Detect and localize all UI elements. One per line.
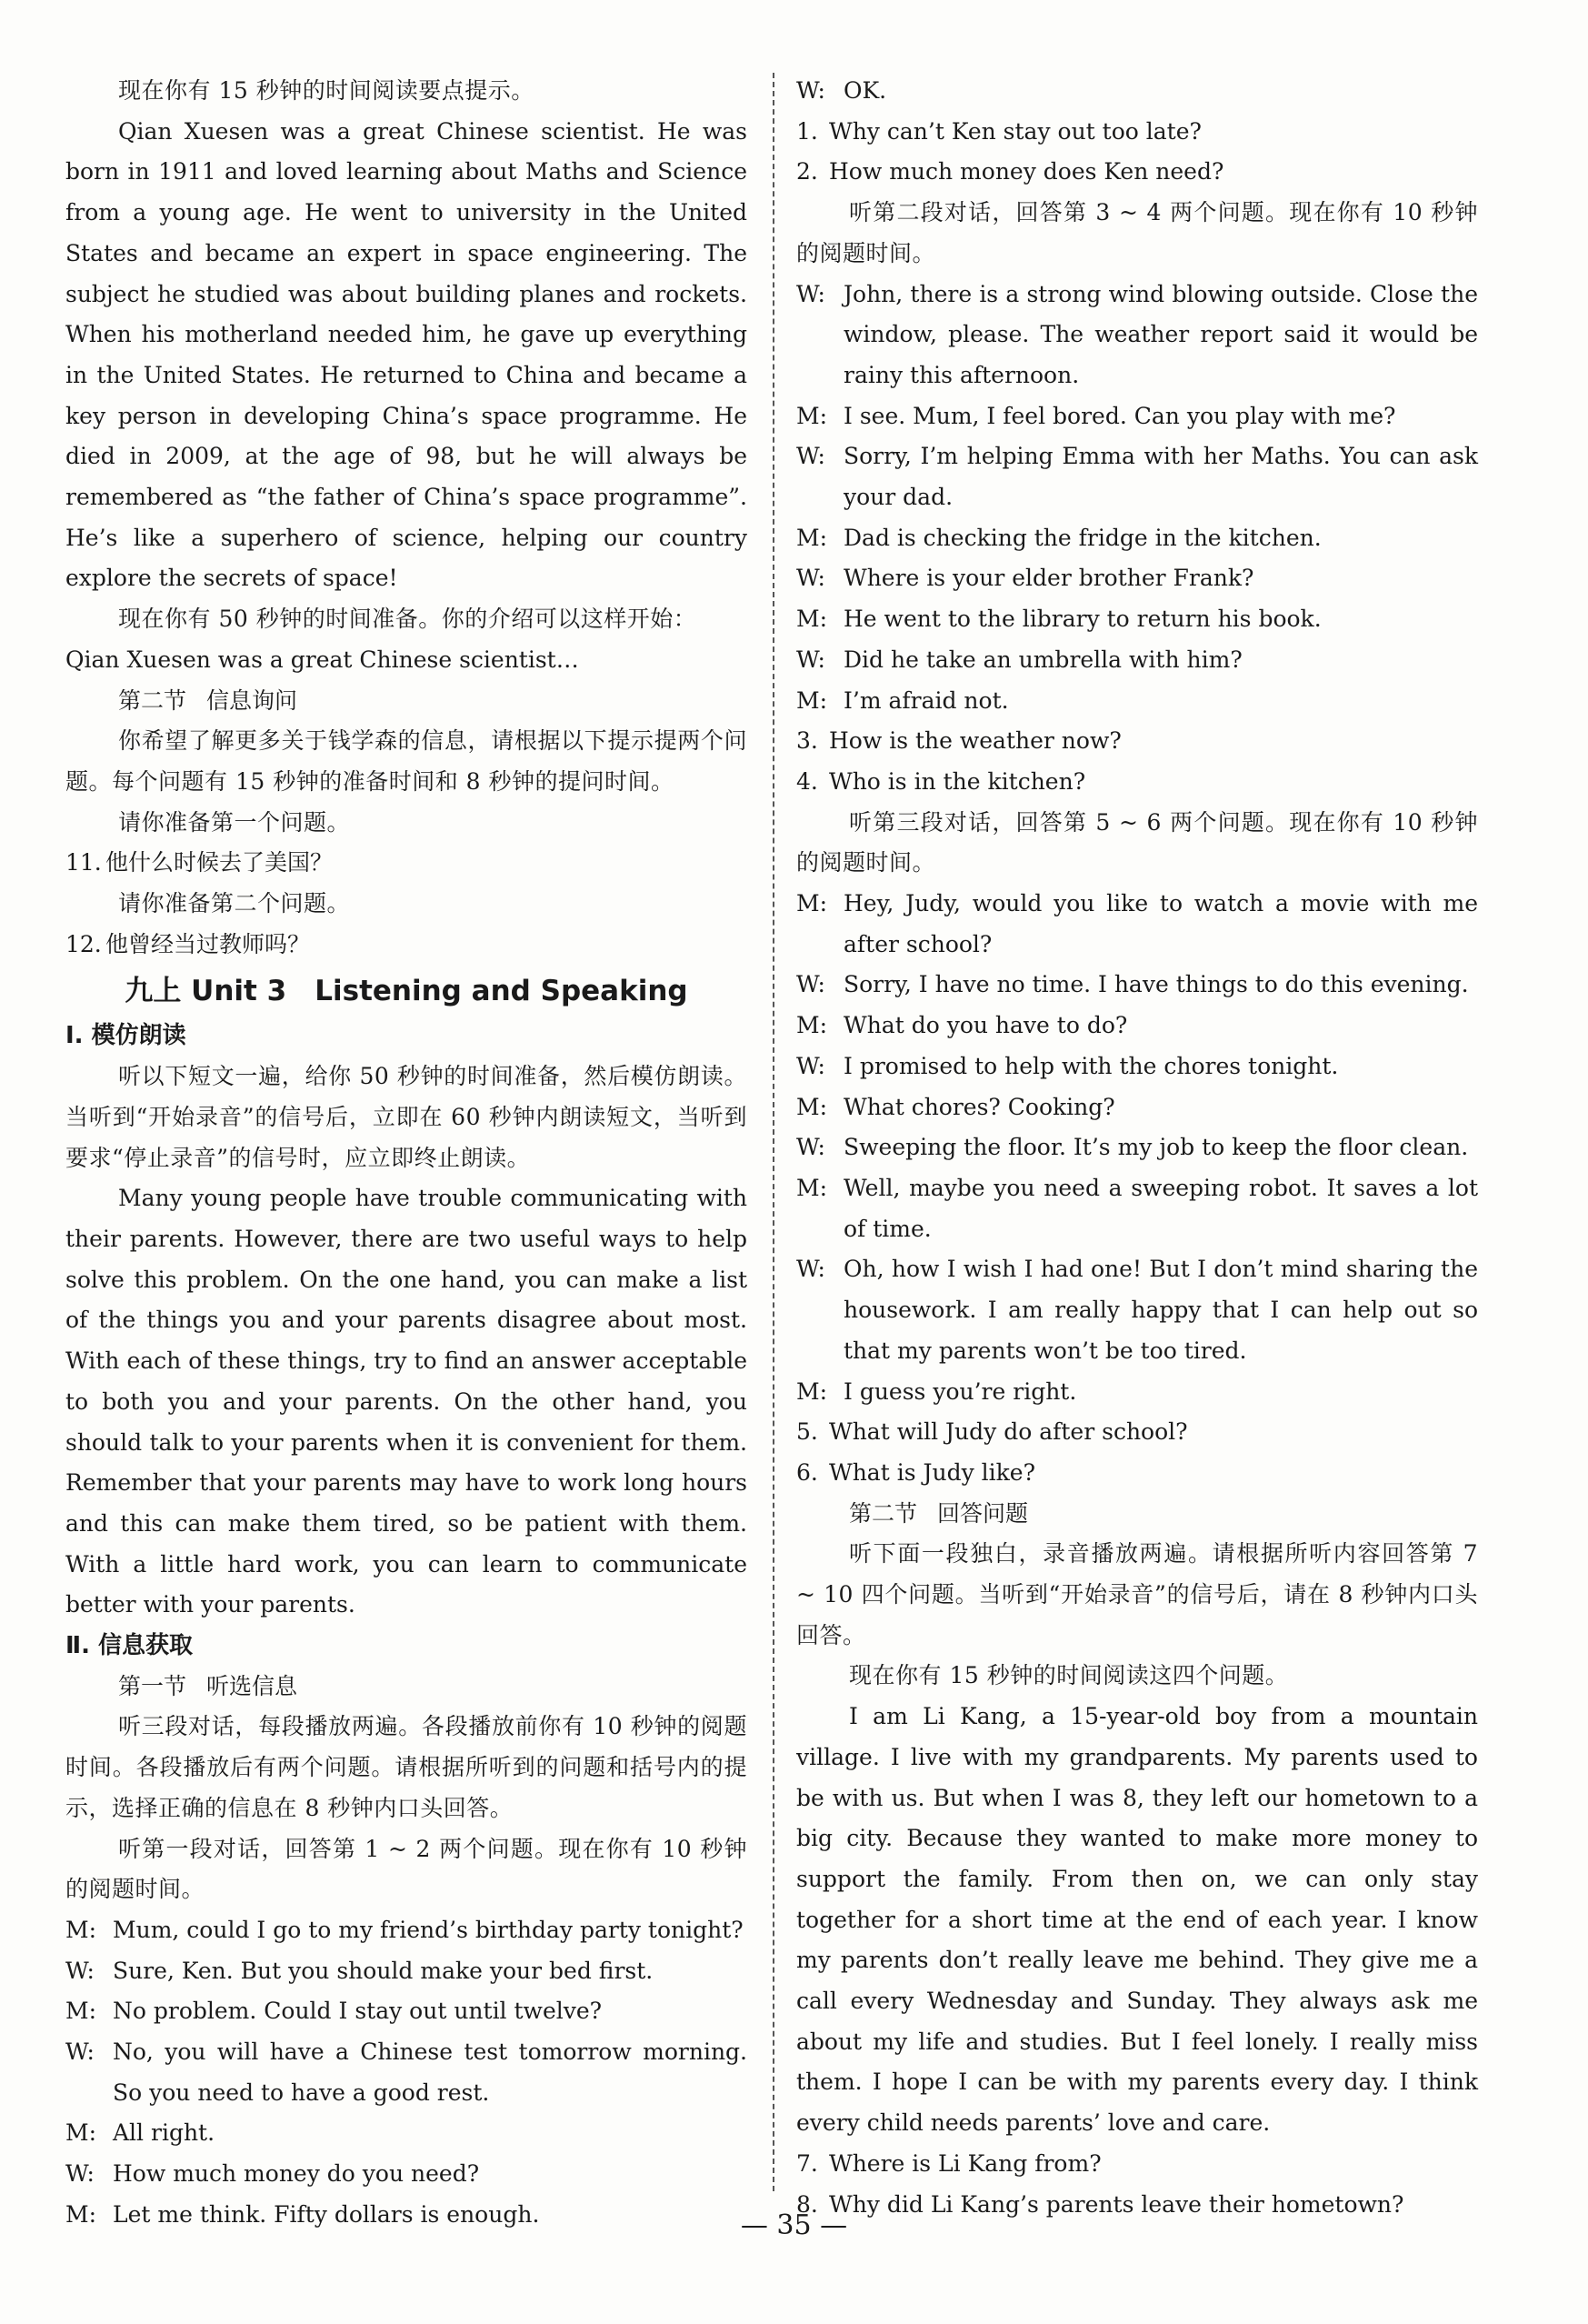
dialogue-line: [65, 2113, 747, 2154]
passage-communication: Many young people have trouble communicating with their parents. However, there are two useful ways to help solve this problem. On the one hand, you can make a list of the things you and your parents disagree about most. With each of these things, try to find an answer acceptable to both you and your parents. On the other hand, you should talk to your parents when it is convenient for them. Remember that your parents may have to work long hours and this can make them tired, so be patient with them. With a little hard work, you can learn to communicate better with your parents.: [65, 1185, 747, 1618]
question-text: Who is in the kitchen?: [829, 767, 1086, 795]
right-column: [796, 71, 1478, 2225]
question-number: 3.: [796, 727, 818, 755]
question-number: 12.: [65, 930, 102, 957]
question-number: 5.: [796, 1418, 818, 1446]
speaker: M:: [65, 1916, 97, 1943]
dialogue-line: [796, 681, 1478, 722]
part-title: Ⅰ. 模仿朗读: [65, 1022, 186, 1050]
paragraph: 现在你有 15 秒钟的时间阅读要点提示。: [118, 77, 534, 104]
unit-heading: 九上 Unit 3 Listening and Speaking: [125, 975, 688, 1008]
dialogue-line: [796, 436, 1478, 517]
question-text: 他曾经当过教师吗？: [105, 930, 311, 957]
speaker: M:: [796, 686, 828, 714]
question-item: [796, 1453, 1478, 1494]
speaker: M:: [65, 2200, 97, 2228]
line-text: He went to the library to return his book.: [844, 606, 1322, 633]
line-text: I’m afraid not.: [844, 686, 1009, 714]
section-label: 第二节: [118, 686, 187, 714]
speaker: M:: [796, 1012, 828, 1039]
line-text: Sweeping the floor. It’s my job to keep the floor clean.: [844, 1134, 1469, 1161]
speaker: M:: [796, 1377, 828, 1405]
dialogue-2: [796, 275, 1478, 722]
dialogue-line: [796, 1047, 1478, 1087]
line-text: Hey, Judy, would you like to watch a movie with me after school?: [844, 890, 1478, 957]
question-number: 11.: [65, 849, 102, 877]
dialogue-line: [796, 396, 1478, 437]
line-text: Did he take an umbrella with him?: [844, 646, 1243, 673]
dialogue-line: [796, 599, 1478, 640]
speaker: W:: [65, 1957, 95, 1984]
line-text: OK.: [844, 77, 887, 104]
speaker: M:: [65, 1998, 97, 2025]
speaker: W:: [796, 280, 825, 307]
dialogue-1: [65, 1910, 747, 2236]
dialogue-line: [65, 2032, 747, 2113]
question-item: [796, 2144, 1478, 2185]
line-text: No, you will have a Chinese test tomorrow morning. So you need to have a good rest.: [113, 2039, 747, 2106]
part-title: Ⅱ. 信息获取: [65, 1632, 194, 1660]
question-text: How much money does Ken need?: [829, 158, 1224, 185]
line-text: No problem. Could I stay out until twelve?: [113, 1998, 603, 2025]
section-title: 听选信息: [206, 1672, 298, 1699]
line-text: What do you have to do?: [844, 1012, 1128, 1039]
speaker: W:: [65, 2160, 95, 2188]
paragraph: 听三段对话，每段播放两遍。各段播放前你有 10 秒钟的阅题时间。各段播放后有两个问题。请根据所听到的问题和括号内的提示，选择正确的信息在 8 秒钟内口头回答。: [65, 1713, 747, 1821]
line-text: Sure, Ken. But you should make your bed first.: [113, 1957, 654, 1984]
section-heading: [796, 1494, 1478, 1535]
speaker: W:: [796, 443, 825, 470]
question-number: 1.: [796, 117, 818, 145]
section-title: 回答问题: [937, 1499, 1029, 1527]
question-text: 他什么时候去了美国？: [105, 849, 334, 877]
paragraph: 听第一段对话，回答第 1 ~ 2 两个问题。现在你有 10 秒钟的阅题时间。: [65, 1835, 747, 1903]
dialogue-line: [796, 965, 1478, 1006]
dialogue-line: [796, 518, 1478, 559]
question-text: Why did Li Kang’s parents leave their hometown?: [829, 2190, 1404, 2218]
paragraph: 你希望了解更多关于钱学森的信息，请根据以下提示提两个问题。每个问题有 15 秒钟的准备时间和 8 秒钟的提问时间。: [65, 727, 747, 795]
speaker: W:: [796, 646, 825, 673]
line-text: Oh, how I wish I had one! But I don’t mind sharing the housework. I am really happy that I can help out so that my parents won’t be too tired.: [844, 1256, 1478, 1364]
line-text: Let me think. Fifty dollars is enough.: [113, 2200, 540, 2228]
section-label: 第一节: [118, 1672, 187, 1699]
question-item: [796, 721, 1478, 762]
question-item: [65, 925, 747, 966]
speaker: M:: [796, 1093, 828, 1120]
question-item: [796, 152, 1478, 193]
question-text: Where is Li Kang from?: [829, 2149, 1102, 2177]
speaker: M:: [65, 2119, 97, 2147]
line-text: John, there is a strong wind blowing outside. Close the window, please. The weather report said it would be rainy this afternoon.: [844, 280, 1478, 388]
dialogue-line: [796, 884, 1478, 965]
paragraph: 现在你有 15 秒钟的时间阅读这四个问题。: [849, 1662, 1289, 1689]
question-number: 6.: [796, 1458, 818, 1486]
line-text: Where is your elder brother Frank?: [844, 565, 1254, 592]
paragraph: 现在你有 50 秒钟的时间准备。你的介绍可以这样开始：: [118, 606, 697, 633]
paragraph: 听第三段对话，回答第 5 ~ 6 两个问题。现在你有 10 秒钟的阅题时间。: [796, 808, 1478, 877]
line-text: Sorry, I’m helping Emma with her Maths. You can ask your dad.: [844, 443, 1478, 511]
speaker: W:: [796, 1134, 825, 1161]
line-text: I guess you’re right.: [844, 1377, 1077, 1405]
question-number: 8.: [796, 2190, 818, 2218]
paragraph: 请你准备第一个问题。: [118, 808, 351, 836]
dialogue-line: [796, 1168, 1478, 1249]
line-text: I see. Mum, I feel bored. Can you play with me?: [844, 402, 1396, 429]
dialogue-line: [65, 1991, 747, 2032]
dialogue-line: [65, 2154, 747, 2195]
dialogue-line: [796, 1372, 1478, 1413]
line-text: What chores? Cooking?: [844, 1093, 1115, 1120]
question-item: [65, 843, 747, 884]
dialogue-line: [796, 1127, 1478, 1168]
dialogue-line: [65, 1951, 747, 1992]
speaker: M:: [796, 890, 828, 917]
paragraph: 请你准备第二个问题。: [118, 890, 351, 917]
question-text: What will Judy do after school?: [829, 1418, 1188, 1446]
line-text: I promised to help with the chores tonight.: [844, 1052, 1339, 1079]
dialogue-line: [796, 1006, 1478, 1047]
speaker: W:: [796, 77, 825, 104]
line-text: How much money do you need?: [113, 2160, 480, 2188]
dialogue-line: [796, 640, 1478, 681]
speaker: M:: [796, 402, 828, 429]
column-divider: [773, 73, 774, 2191]
paragraph: 听下面一段独白，录音播放两遍。请根据所听内容回答第 7 ~ 10 四个问题。当听到“开始录音”的信号后，请在 8 秒钟内口头回答。: [796, 1540, 1478, 1648]
speaker: M:: [796, 524, 828, 551]
dialogue-line: [796, 71, 1478, 112]
dialogue-line: [796, 1249, 1478, 1371]
line-text: Sorry, I have no time. I have things to do this evening.: [844, 971, 1469, 998]
dialogue-3: [796, 884, 1478, 1412]
passage-li-kang: I am Li Kang, a 15-year-old boy from a mountain village. I live with my grandparents. My parents used to be with us. But when I was 8, they left our hometown to a big city. Because they wanted to make more money to support the family. From then on, we can only stay together for a short time at the end of each year. I know my parents don’t really leave me behind. They give me a call every Wednesday and Sunday. They always ask me about my life and studies. But I feel lonely. I really miss them. I hope I can be with my parents every day. I think every child needs parents’ love and care.: [796, 1703, 1478, 2137]
line-text: Dad is checking the fridge in the kitchen.: [844, 524, 1322, 551]
paragraph: Qian Xuesen was a great Chinese scientist…: [65, 646, 579, 673]
dialogue-line: [796, 1087, 1478, 1128]
question-number: 7.: [796, 2149, 818, 2177]
left-column: [65, 71, 747, 2236]
question-number: 2.: [796, 158, 818, 185]
dialogue-line: [796, 275, 1478, 396]
question-item: [796, 112, 1478, 153]
speaker: W:: [796, 971, 825, 998]
speaker: M:: [796, 1174, 828, 1201]
question-text: How is the weather now?: [829, 727, 1122, 755]
question-text: What is Judy like?: [829, 1458, 1036, 1486]
question-number: 4.: [796, 767, 818, 795]
section-label: 第二节: [849, 1499, 918, 1527]
speaker: W:: [796, 1256, 825, 1283]
speaker: W:: [65, 2039, 95, 2066]
line-text: All right.: [113, 2119, 215, 2147]
section-heading: [65, 681, 747, 722]
dialogue-line: [796, 558, 1478, 599]
passage-qian-xuesen: Qian Xuesen was a great Chinese scientist. He was born in 1911 and loved learning about Maths and Science from a young age. He went to university in the United States and became an expert in space engineering. The subject he studied was about building planes and rockets. When his motherland needed him, he gave up everything in the United States. He returned to China and became a key person in developing China’s space programme. He died in 2009, at the age of 98, but he will always be remembered as “the father of China’s space programme”. He’s like a superhero of science, helping our country explore the secrets of space!: [65, 117, 747, 592]
speaker: W:: [796, 565, 825, 592]
question-text: Why can’t Ken stay out too late?: [829, 117, 1202, 145]
paragraph: 听以下短文一遍，给你 50 秒钟的时间准备，然后模仿朗读。当听到“开始录音”的信号后，立即在 60 秒钟内朗读短文，当听到要求“停止录音”的信号时，应立即终止朗读。: [65, 1063, 747, 1171]
dialogue-line: [65, 1910, 747, 1951]
line-text: Mum, could I go to my friend’s birthday party tonight?: [113, 1916, 744, 1943]
question-item: [796, 1412, 1478, 1453]
speaker: M:: [796, 606, 828, 633]
speaker: W:: [796, 1052, 825, 1079]
section-title: 信息询问: [206, 686, 298, 714]
paragraph: 听第二段对话，回答第 3 ~ 4 两个问题。现在你有 10 秒钟的阅题时间。: [796, 199, 1478, 266]
question-item: [796, 762, 1478, 803]
page-number: — 35 —: [740, 2209, 848, 2241]
line-text: Well, maybe you need a sweeping robot. It saves a lot of time.: [844, 1174, 1478, 1242]
section-heading: [65, 1667, 747, 1708]
